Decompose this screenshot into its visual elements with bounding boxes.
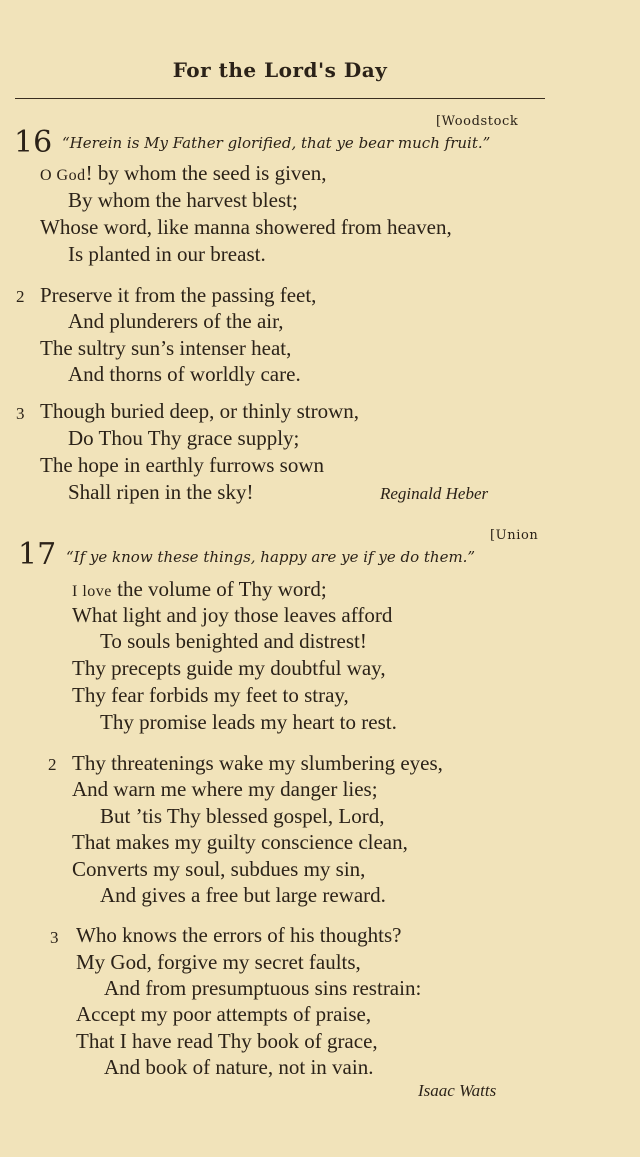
tune-name: [Woodstock (436, 114, 519, 129)
hymn-epigraph: “If ye know these things, happy are ye if ye do them.” (66, 548, 476, 566)
verse-number: 3 (50, 928, 59, 947)
hymn-author: Reginald Heber (380, 484, 489, 503)
hymn-line: Whose word, like manna showered from heaven, (40, 215, 452, 239)
hymn-line: And thorns of worldly care. (68, 362, 301, 386)
verse-number: 3 (16, 404, 25, 423)
first-line-rest: the volume of Thy word; (111, 577, 327, 601)
hymn-line: Who knows the errors of his thoughts? (76, 923, 402, 947)
hymn-line: That I have read Thy book of grace, (76, 1029, 378, 1053)
first-word: O God (40, 167, 86, 184)
hymn-line: But ’tis Thy blessed gospel, Lord, (100, 804, 385, 828)
verse-number: 2 (16, 287, 25, 306)
verse-number: 2 (48, 755, 57, 774)
hymn-line: And book of nature, not in vain. (104, 1055, 374, 1079)
header-rule (15, 98, 545, 99)
hymn-line: The hope in earthly furrows sown (40, 453, 325, 477)
page-header: For the Lord's Day (172, 58, 388, 82)
hymn-line: Thy promise leads my heart to rest. (100, 710, 397, 734)
hymn-line: My God, forgive my secret faults, (76, 950, 361, 974)
tune-name: [Union (490, 528, 539, 543)
hymn-epigraph: “Herein is My Father glorified, that ye bear much fruit.” (62, 134, 491, 152)
hymn-line: Converts my soul, subdues my sin, (72, 857, 366, 881)
hymn-number: 16 (14, 125, 53, 160)
hymn-line: Accept my poor attempts of praise, (76, 1002, 372, 1026)
hymn-line: And plunderers of the air, (68, 309, 284, 333)
hymn-line: And from presumptuous sins restrain: (104, 976, 422, 1000)
hymn-line (72, 576, 327, 605)
hymn-line: Thy precepts guide my doubtful way, (72, 656, 386, 680)
hymn-line: Though buried deep, or thinly strown, (40, 399, 360, 423)
hymn-line: What light and joy those leaves afford (72, 603, 393, 627)
hymn-line: Shall ripen in the sky! (68, 480, 254, 504)
hymn-line: Thy threatenings wake my slumbering eyes, (72, 751, 443, 775)
first-line-rest: ! by whom the seed is given, (85, 161, 327, 185)
hymn-line: And gives a free but large reward. (100, 883, 386, 907)
hymn-author: Isaac Watts (418, 1081, 497, 1100)
hymn-line: By whom the harvest blest; (68, 188, 298, 212)
hymn-line: Preserve it from the passing feet, (40, 283, 317, 307)
hymn-line: That makes my guilty conscience clean, (72, 830, 408, 854)
hymn-line: Thy fear forbids my feet to stray, (72, 683, 349, 707)
hymn-line (40, 160, 326, 189)
hymn-number: 17 (18, 537, 57, 572)
hymn-line: Do Thou Thy grace supply; (68, 426, 300, 450)
hymn-line: The sultry sun’s intenser heat, (40, 336, 292, 360)
hymn-line: Is planted in our breast. (68, 242, 266, 266)
hymn-line: And warn me where my danger lies; (72, 777, 378, 801)
first-word: I love (72, 583, 112, 600)
hymn-line: To souls benighted and distrest! (100, 629, 367, 653)
